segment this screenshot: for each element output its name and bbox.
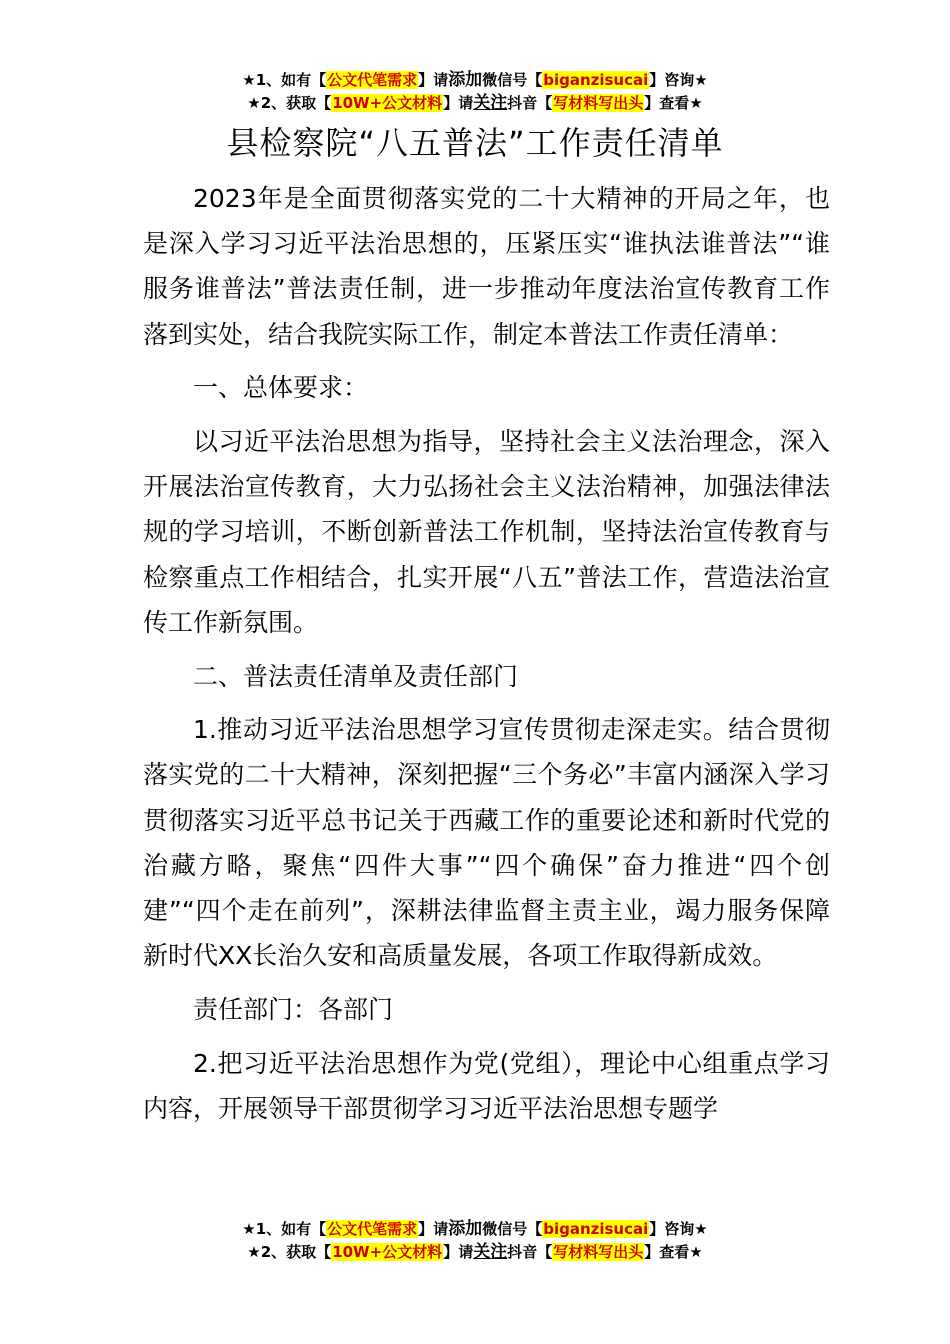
paragraph-general-requirements: 以习近平法治思想为指导，坚持社会主义法治理念，深入开展法治宣传教育，大力弘扬社会主义法治精神，加强法律法规的学习培训，不断创新普法工作机制，坚持法治宣传教育与检察重点工作相结合，扎实开展“八五”普法工作，营造法治宣传工作新氛围。 <box>143 427 830 637</box>
section-heading-general: 一、总体要求： <box>193 373 369 403</box>
banner-emphasis: 关注 <box>473 1242 508 1262</box>
header-banner <box>0 69 950 115</box>
banner-emphasis: 关注 <box>473 93 508 113</box>
banner-line-1: ★1、如有【公文代笔需求】请添加微信号【biganzisucai】咨询★ <box>242 1219 708 1239</box>
banner-line-2: ★2、获取【10W+公文材料】请关注抖音【写材料写出头】查看★ <box>247 93 703 113</box>
banner-highlight: 公文代笔需求 <box>327 1220 418 1238</box>
section-heading-responsibility-list: 二、普法责任清单及责任部门 <box>193 661 519 691</box>
document-body <box>143 176 830 1131</box>
banner-highlight: biganzisucai <box>543 1220 649 1238</box>
banner-highlight: 公文代笔需求 <box>327 71 418 89</box>
banner-highlight: 写材料写出头 <box>553 1243 644 1261</box>
banner-highlight: biganzisucai <box>543 71 649 89</box>
banner-highlight: 写材料写出头 <box>553 94 644 112</box>
banner-line-2: ★2、获取【10W+公文材料】请关注抖音【写材料写出头】查看★ <box>247 1242 703 1262</box>
paragraph-intro: 2023年是全面贯彻落实党的二十大精神的开局之年，也是深入学习习近平法治思想的，压紧压实“谁执法谁普法”“谁服务谁普法”普法责任制，进一步推动年度法治宣传教育工作落到实处，结合我院实际工作，制定本普法工作责任清单： <box>143 184 830 349</box>
paragraph-item-1: 1.推动习近平法治思想学习宣传贯彻走深走实。结合贯彻落实党的二十大精神，深刻把握“三个务必”丰富内涵深入学习贯彻落实习近平总书记关于西藏工作的重要论述和新时代党的治藏方略，聚焦“四件大事”“四个确保”奋力推进“四个创建”“四个走在前列”，深耕法律监督主责主业，竭力服务保障新时代XX长治久安和高质量发展，各项工作取得新成效。 <box>143 715 830 971</box>
banner-highlight: 10W+公文材料 <box>332 94 443 112</box>
responsible-department: 责任部门：各部门 <box>193 994 394 1024</box>
footer-banner <box>0 1218 950 1264</box>
banner-highlight: 10W+公文材料 <box>332 1243 443 1261</box>
banner-emphasis: 添加 <box>448 1219 483 1239</box>
document-title: 县检察院“八五普法”工作责任清单 <box>226 124 724 162</box>
paragraph-item-2: 2.把习近平法治思想作为党(党组），理论中心组重点学习内容，开展领导干部贯彻学习习近平法治思想专题学 <box>143 1048 830 1123</box>
banner-line-1: ★1、如有【公文代笔需求】请添加微信号【biganzisucai】咨询★ <box>242 70 708 90</box>
banner-emphasis: 添加 <box>448 70 483 90</box>
